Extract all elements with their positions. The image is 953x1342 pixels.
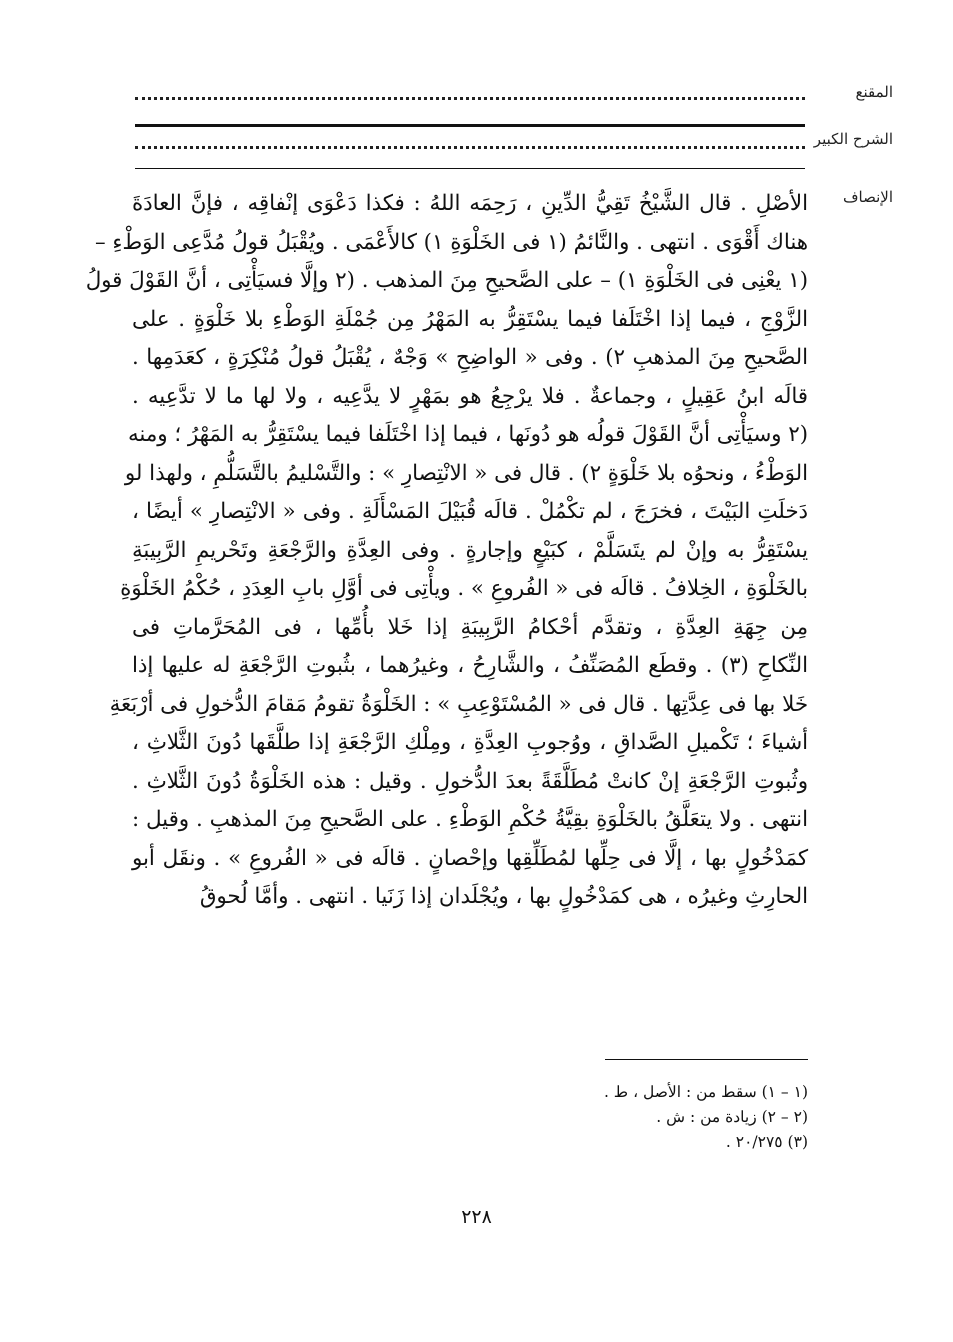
body-line: كمَدْخُولٍ بها ، إلَّا فى حِلِّها لمُطَلِّقِها وإحْصانٍ . قالَه فى « الفُروعِ » . ونقَل أبو <box>132 845 808 871</box>
footnotes <box>604 1080 808 1155</box>
body-line: الأصْلِ . قال الشَّيْخُ تَقِيُّ الدِّينِ ، رَحِمَه اللهُ : فكذا دَعْوَى إنْفاقِه ، فإنَّ العادَةَ <box>132 191 808 216</box>
body-line: مِن جِهَةِ العِدَّةِ ، وتقدَّم أحْكامُ الرَّبِيبَةِ إذا خَلا بأُمِّها ، فى المُحَرَّماتِ فى <box>132 614 808 640</box>
insaf-body-text <box>85 185 808 917</box>
header-thin-rule <box>135 168 805 169</box>
footnote-2: (٢ – ٢) زيادة من : ش . <box>656 1108 808 1126</box>
body-line: انتهى . ولا يتعَلَّقُ بالخَلْوَةِ بقِيَّةُ حُكْمِ الوَطْءِ . على الصَّحيحِ مِنَ المذهبِ . وقيل : <box>132 807 808 832</box>
muqni-dotted-placeholder <box>135 97 805 100</box>
footnote-3: (٣) ٢٠/٢٧٥ . <box>725 1133 808 1151</box>
body-line: الحارِثِ وغيرُه ، هى كمَدْخُولٍ بها ، ويُجْلَدان إذا زَنَيا . انتهى . وأمَّا لُحوقُ <box>199 884 808 909</box>
body-line: (٢ وسيَأْتِى أنَّ القَوْلَ قولُه هو دُونَها ، فيما إذا اخْتَلَفا فيما يسْتَقِرُّ به المَهْرُ ؛ ومنه <box>128 422 808 447</box>
footnote-1: (١ – ١) سقط من : الأصل ، ط . <box>603 1083 808 1101</box>
footnote-separator <box>605 1059 808 1060</box>
body-line: الزَّوْجِ ، فيما إذا اخْتَلَفا فيما يسْتَقِرُّ به المَهْرُ مِن جُمْلَةِ الوَطْءِ بلا خَلْوَةٍ . على <box>132 306 808 332</box>
side-label-sharh: الشرح الكبير <box>813 130 893 148</box>
body-line: هناك أَقْوَى . انتهى . والنَّائمُ (١ فى الخَلْوَةِ ١) كالأَعْمَى . ويُقْبَلُ قولُ مُدَّعِى الوَطْءِ – <box>94 229 808 255</box>
body-line: وثُبوتِ الرَّجْعَةِ إنْ كانتْ مُطَلَّقَةً بعدَ الدُّخولِ . وقيل : هذه الخَلْوَةُ دُونَ الثَّلاثِ . <box>132 768 808 794</box>
body-line: النِّكاحِ (٣) . وقطَع المُصَنِّفُ ، والشَّارِحُ ، وغيرُهما ، بثُبوتِ الرَّجْعَةِ له عليها إذا <box>132 653 808 678</box>
body-line: أشياءَ ؛ تَكْميلِ الصَّداقِ ، ووُجوبِ العِدَّةِ ، ومِلْكِ الرَّجْعَةِ إذا طلَّقَها دُونَ الثَّلاثِ ، <box>132 730 808 755</box>
body-line: الصَّحيحِ مِنَ المذهبِ ٢) . وفى « الواضِحِ » وَجْهٌ ، يُقْبَلُ قولُ مُنْكِرَةٍ ، كعَدَمِها . <box>132 345 808 370</box>
page-number: ٢٢٨ <box>461 1206 492 1228</box>
body-line: (١ يعْنِى فى الخَلْوَةِ ١) – على الصَّحيحِ مِنَ المذهب . (٢ وإلَّا فسيَأْتِى ، أنَّ القَوْلَ قولُ <box>85 268 808 293</box>
body-line: الوَطْءُ ، ونحوُه بلا خَلْوَةٍ ٢) . قال فى « الانْتِصارِ » : والتَّسْليمُ بالتَّسَلُّمِ ، ولهذا لو <box>124 460 808 486</box>
body-line: دَخلَتِ البَيْتَ ، فخرَجَ ، لم تكْمُلْ . قالَه قُبَيْلَ المَسْأَلَةِ . وفى « الانْتِصارِ » أيضًا ، <box>132 499 808 524</box>
header-thick-rule <box>135 124 805 127</box>
sharh-dotted-placeholder <box>135 146 805 149</box>
side-label-muqni: المقنع <box>855 83 893 101</box>
body-line: قالَه ابنُ عَقِيلٍ ، وجماعةٌ . فلا يرْجِعُ هو بمَهْرٍ لا يدَّعِيه ، ولا لها ما لا تدَّعِيه . <box>132 383 808 409</box>
body-line: بالخَلْوَةِ ، الخِلافُ . قالَه فى « الفُروعِ » . ويأْتِى فى أوَّلِ بابِ العِدَدِ ، حُكْمُ الخَلْوَةِ <box>120 576 808 601</box>
body-line: خَلا بها فى عِدَّتِها . قال فى « المُسْتَوْعِبِ » : الخَلْوَةُ تقومُ مَقامَ الدُّخولِ فى أرْبَعَةِ <box>109 691 808 717</box>
body-line: يسْتَقِرُّ به وإنْ لم يتَسَلَّمْ ، كبَيْعٍ وإجارةٍ . وفى العِدَّةِ والرَّجْعَةِ وتَحْريمِ الرَّبِيبَةِ <box>132 537 808 563</box>
side-label-insaf: الإنصاف <box>842 188 893 206</box>
